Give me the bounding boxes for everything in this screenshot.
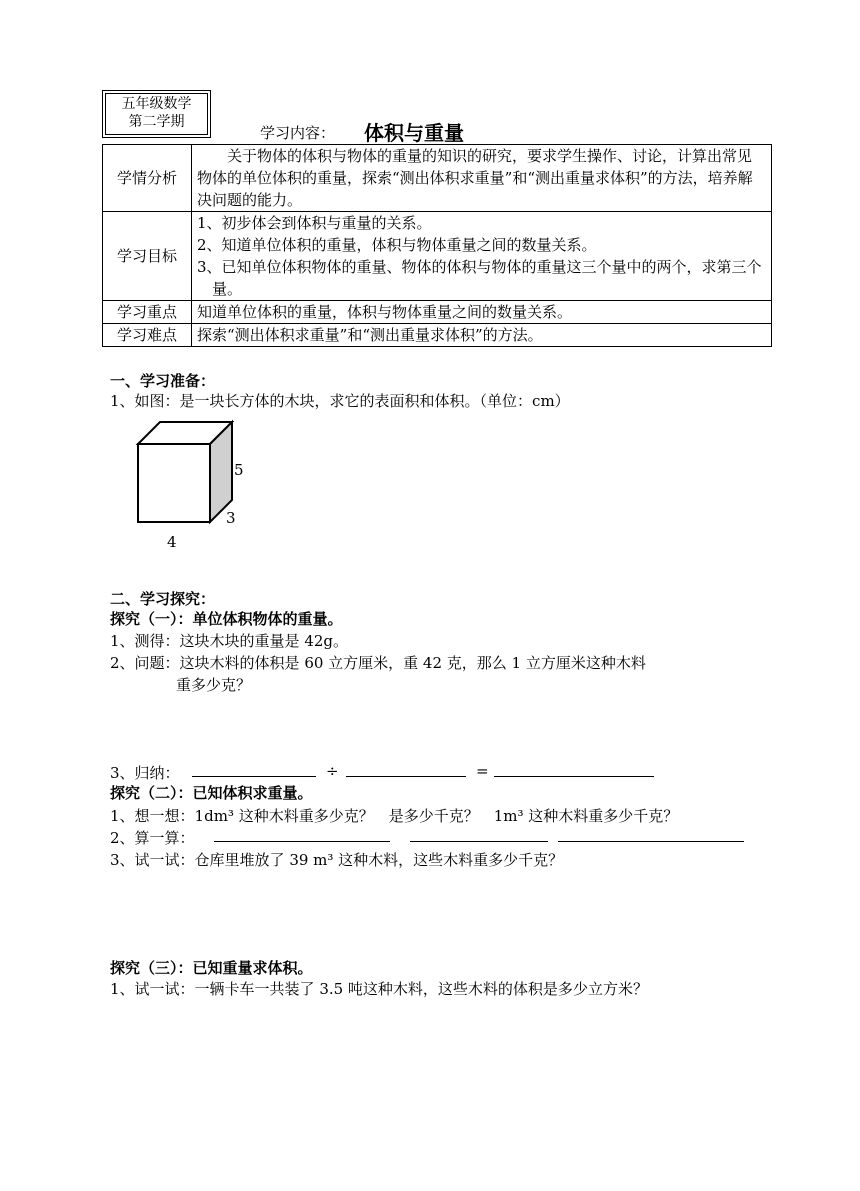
- goals-label: 学习目标: [103, 212, 192, 301]
- goals-cell: [192, 212, 772, 301]
- dimension-length: 4: [167, 533, 177, 551]
- blank-total-weight[interactable]: [192, 760, 316, 777]
- part3-question-1: 1、试一试：一辆卡车一共装了 3.5 吨这种木料，这些木料的体积是多少立方米？: [110, 980, 648, 998]
- dimension-depth: 3: [226, 509, 236, 527]
- blank-unit-weight[interactable]: [494, 760, 654, 777]
- difficulty-text: 探索“测出体积求重量”和“测出重量求体积”的方法。: [192, 324, 772, 347]
- grade-box: [102, 90, 211, 138]
- divide-sign: ÷: [326, 762, 339, 780]
- key-text: 知道单位体积的重量，体积与物体重量之间的数量关系。: [192, 301, 772, 324]
- cuboid-diagram: [130, 418, 250, 553]
- key-label: 学习重点: [103, 301, 192, 324]
- part3-heading: 探究（三）：已知重量求体积。: [110, 959, 313, 977]
- part1-question-2-line2: 重多少克？: [176, 676, 252, 694]
- table-row-key: [103, 301, 772, 324]
- goal-1: 1、初步体会到体积与重量的关系。: [197, 214, 432, 232]
- difficulty-label: 学习难点: [103, 324, 192, 347]
- content-label: 学习内容：: [260, 124, 336, 142]
- part1-question-1: 1、测得：这块木块的重量是 42g。: [110, 632, 349, 650]
- table-row-analysis: [103, 145, 772, 212]
- prep-question-1: 1、如图：是一块长方体的木块，求它的表面积和体积。（单位：cm）: [110, 392, 570, 410]
- lesson-title: 体积与重量: [364, 121, 464, 145]
- blank-calc-2[interactable]: [410, 825, 548, 842]
- lesson-info-table: [102, 144, 772, 347]
- goal-2: 2、知道单位体积的重量，体积与物体重量之间的数量关系。: [197, 236, 597, 254]
- part2-question-2-label: 2、算一算：: [110, 829, 195, 847]
- blank-volume[interactable]: [346, 760, 466, 777]
- part1-question-2-line1: 2、问题：这块木料的体积是 60 立方厘米，重 42 克，那么 1 立方厘米这种木料: [110, 654, 646, 672]
- prep-heading: 一、学习准备：: [110, 372, 216, 390]
- part2-question-1: 1、想一想：1dm³ 这种木料重多少克？ 是多少千克？ 1m³ 这种木料重多少千克？: [110, 807, 679, 825]
- analysis-label: 学情分析: [103, 145, 192, 212]
- part1-question-3-label: 3、归纳：: [110, 764, 180, 782]
- dimension-height: 5: [234, 461, 244, 479]
- grade-line-2: 第二学期: [128, 114, 185, 130]
- cuboid-front-face: [138, 444, 210, 522]
- grade-line-1: 五年级数学: [121, 96, 192, 112]
- table-row-difficulty: [103, 324, 772, 347]
- part1-heading: 探究（一）：单位体积物体的重量。: [110, 610, 343, 628]
- table-row-goals: [103, 212, 772, 301]
- blank-calc-3[interactable]: [558, 825, 744, 842]
- blank-calc-1[interactable]: [214, 825, 390, 842]
- part2-question-3: 3、试一试：仓库里堆放了 39 m³ 这种木料，这些木料重多少千克？: [110, 851, 564, 869]
- equals-sign: =: [476, 762, 489, 780]
- analysis-text: 关于物体的体积与物体的重量的知识的研究，要求学生操作、讨论，计算出常见物体的单位体积的重量，探索“测出体积求重量”和“测出重量求体积”的方法，培养解决问题的能力。: [192, 145, 772, 212]
- part2-heading: 探究（二）：已知体积求重量。: [110, 784, 313, 802]
- goal-3: 3、已知单位体积物体的重量、物体的体积与物体的重量这三个量中的两个，求第三个量。: [197, 258, 762, 298]
- explore-heading: 二、学习探究：: [110, 590, 216, 608]
